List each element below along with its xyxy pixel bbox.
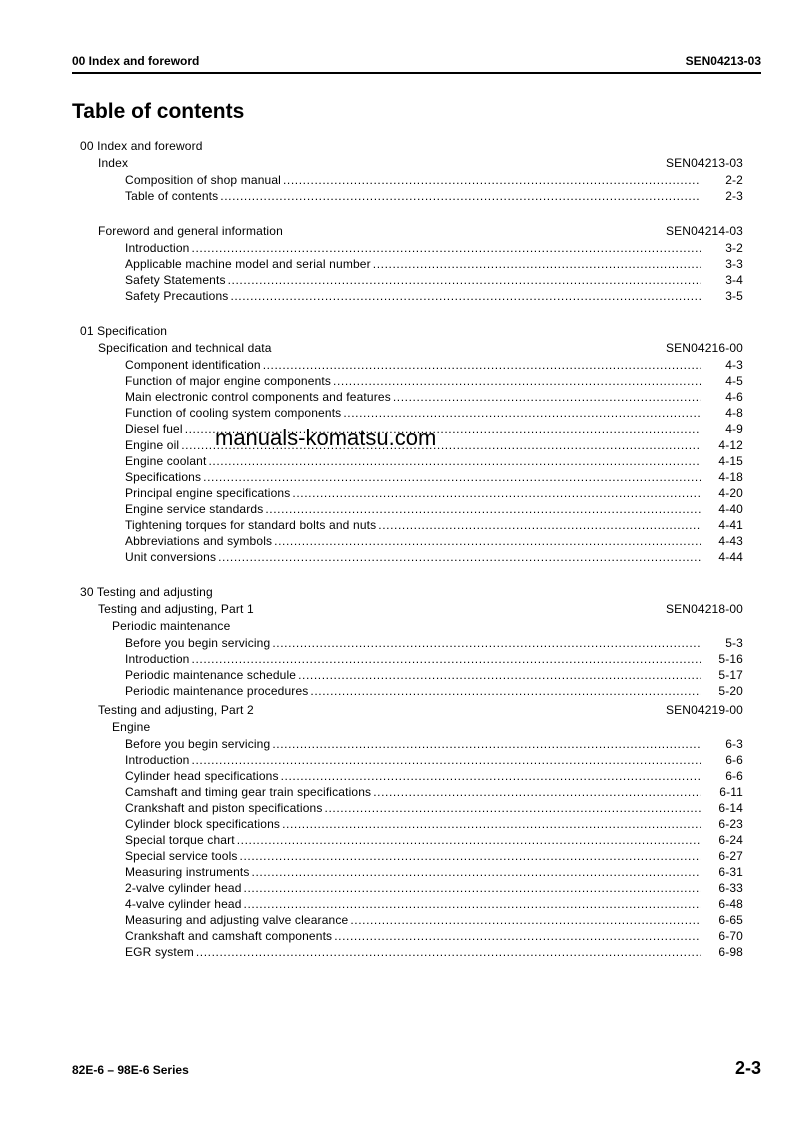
toc-entry-label: Camshaft and timing gear train specifications [125,785,372,799]
toc-leader-dots [393,389,701,405]
toc-document-row[interactable] [98,601,743,618]
toc-leader-dots [283,172,701,188]
toc-leader-dots [343,405,701,421]
toc-document-title: Specification and technical data [98,341,272,355]
toc-entry-label: EGR system [125,945,194,959]
toc-document-row[interactable] [98,340,743,357]
toc-entry-label: Periodic maintenance schedule [125,668,297,682]
toc-entry-page: 5-20 [718,684,743,698]
toc-entry-label: Engine service standards [125,502,264,516]
toc-entry-page: 6-98 [718,945,743,959]
toc-entry-label: Unit conversions [125,550,217,564]
toc-section-title[interactable]: 30 Testing and adjusting [80,585,213,599]
watermark: manuals-komatsu.com [215,425,437,450]
toc-entry-page: 6-27 [718,849,743,863]
toc-entry-page: 4-9 [725,422,743,436]
toc-entry-label: Abbreviations and symbols [125,534,273,548]
toc-entry-label: Crankshaft and camshaft components [125,929,333,943]
header-divider [72,72,761,74]
toc-entry[interactable] [125,912,743,928]
toc-entry[interactable] [125,172,743,188]
header-doc-code: SEN04213-03 [685,54,761,68]
toc-leader-dots [373,784,701,800]
toc-document-title: Testing and adjusting, Part 1 [98,602,254,616]
toc-leader-dots [325,800,701,816]
toc-entry-page: 2-3 [725,189,743,203]
toc-leader-dots [333,373,701,389]
toc-entry[interactable] [125,485,743,501]
toc-entry-page: 4-8 [725,406,743,420]
toc-leader-dots [192,651,701,667]
toc-entry-label: Diesel fuel [125,422,183,436]
toc-entry-label: Safety Statements [125,273,226,287]
toc-group [80,172,743,204]
toc-leader-dots [240,848,701,864]
toc-subheading: Periodic maintenance [112,619,231,633]
header-chapter: 00 Index and foreword [72,54,200,68]
toc-document [80,223,743,304]
toc-leader-dots [373,256,701,272]
toc-entry-label: Cylinder head specifications [125,769,279,783]
toc-document-code: SEN04219-00 [665,703,743,717]
page-title: Table of contents [72,100,245,123]
toc-entry[interactable] [125,357,743,373]
toc-entry[interactable] [125,651,743,667]
toc-group [80,357,743,565]
toc-entry-label: Crankshaft and piston specifications [125,801,323,815]
toc-entry-page: 4-6 [725,390,743,404]
toc-document-row[interactable] [98,702,743,719]
toc-entry-page: 4-3 [725,358,743,372]
table-of-contents [80,138,743,960]
toc-entry[interactable] [125,768,743,784]
toc-entry[interactable] [125,864,743,880]
toc-document [80,601,743,699]
toc-section [80,138,743,304]
toc-document-row[interactable] [98,223,743,240]
toc-entry-page: 4-12 [718,438,743,452]
footer-series: 82E-6 – 98E-6 Series [72,1063,189,1077]
toc-entry-page: 5-3 [725,636,743,650]
toc-entry-label: Introduction [125,753,190,767]
toc-leader-dots [228,272,701,288]
toc-entry[interactable] [125,501,743,517]
toc-entry-label: Function of major engine components [125,374,332,388]
toc-document-title: Foreword and general information [98,224,283,238]
toc-leader-dots [220,188,701,204]
toc-leader-dots [274,533,701,549]
toc-entry-label: Tightening torques for standard bolts and nuts [125,518,377,532]
toc-leader-dots [292,485,701,501]
toc-entry-label: Engine coolant [125,454,207,468]
toc-subheading: Engine [112,720,151,734]
toc-leader-dots [334,928,701,944]
toc-document [80,155,743,204]
toc-leader-dots [252,864,701,880]
toc-entry[interactable] [125,784,743,800]
toc-entry-page: 6-6 [725,753,743,767]
toc-entry[interactable] [125,832,743,848]
toc-section-title[interactable]: 00 Index and foreword [80,139,203,153]
toc-entry-label: Before you begin servicing [125,737,271,751]
toc-entry-page: 4-44 [718,550,743,564]
toc-entry-page: 4-43 [718,534,743,548]
toc-entry-label: Main electronic control components and features [125,390,391,404]
toc-entry-page: 3-5 [725,289,743,303]
toc-entry-label: Function of cooling system components [125,406,342,420]
toc-entry-page: 5-17 [718,668,743,682]
toc-leader-dots [265,501,701,517]
toc-entry-page: 6-33 [718,881,743,895]
toc-entry-page: 6-3 [725,737,743,751]
toc-entry[interactable] [125,549,743,565]
toc-leader-dots [298,667,701,683]
toc-entry[interactable] [125,848,743,864]
toc-entry-label: Principal engine specifications [125,486,291,500]
toc-leader-dots [203,469,701,485]
toc-entry[interactable] [125,272,743,288]
toc-entry-page: 3-4 [725,273,743,287]
toc-leader-dots [237,832,701,848]
toc-entry[interactable] [125,533,743,549]
toc-entry-page: 6-24 [718,833,743,847]
toc-document-code: SEN04213-03 [665,156,743,170]
toc-entry-label: Special service tools [125,849,238,863]
toc-entry[interactable] [125,389,743,405]
toc-section [80,584,743,960]
toc-entry-label: Measuring instruments [125,865,250,879]
toc-entry-page: 6-48 [718,897,743,911]
toc-leader-dots [378,517,701,533]
toc-entry[interactable] [125,256,743,272]
toc-group [80,719,743,960]
toc-entry-page: 6-65 [718,913,743,927]
toc-document-row[interactable] [98,155,743,172]
toc-entry-label: Component identification [125,358,261,372]
toc-leader-dots [209,453,702,469]
toc-leader-dots [244,880,701,896]
toc-leader-dots [192,752,701,768]
toc-section-title[interactable]: 01 Specification [80,324,168,338]
toc-entry-label: Measuring and adjusting valve clearance [125,913,349,927]
toc-entry-page: 3-3 [725,257,743,271]
toc-leader-dots [310,683,701,699]
toc-entry-label: Safety Precautions [125,289,229,303]
toc-document [80,702,743,960]
toc-entry-label: Periodic maintenance procedures [125,684,309,698]
toc-leader-dots [192,240,701,256]
toc-entry-page: 6-31 [718,865,743,879]
toc-entry-label: Cylinder block specifications [125,817,281,831]
toc-entry-page: 6-70 [718,929,743,943]
toc-document-title: Testing and adjusting, Part 2 [98,703,254,717]
toc-entry[interactable] [125,240,743,256]
toc-entry[interactable] [125,800,743,816]
toc-entry-label: 2-valve cylinder head [125,881,242,895]
toc-leader-dots [350,912,701,928]
toc-entry-label: Specifications [125,470,202,484]
toc-document [80,340,743,565]
toc-entry-label: Applicable machine model and serial number [125,257,371,271]
toc-document-code: SEN04214-03 [665,224,743,238]
toc-entry-page: 3-2 [725,241,743,255]
toc-leader-dots [196,944,701,960]
toc-document-code: SEN04216-00 [665,341,743,355]
toc-leader-dots [230,288,701,304]
toc-entry[interactable] [125,683,743,699]
toc-entry[interactable] [125,896,743,912]
toc-entry-label: Engine oil [125,438,180,452]
toc-entry-page: 4-41 [718,518,743,532]
toc-entry[interactable] [125,373,743,389]
toc-document-title: Index [98,156,129,170]
toc-entry[interactable] [125,816,743,832]
toc-entry-label: Before you begin servicing [125,636,271,650]
toc-leader-dots [244,896,701,912]
toc-entry-page: 4-20 [718,486,743,500]
toc-entry-label: Introduction [125,241,190,255]
toc-entry-label: Special torque chart [125,833,235,847]
toc-entry[interactable] [125,188,743,204]
toc-leader-dots [263,357,701,373]
toc-entry[interactable] [125,928,743,944]
toc-entry[interactable] [125,453,743,469]
toc-entry[interactable] [125,469,743,485]
toc-entry[interactable] [125,752,743,768]
toc-entry-page: 4-15 [718,454,743,468]
toc-entry[interactable] [125,635,743,651]
toc-entry-label: Introduction [125,652,190,666]
toc-group [80,240,743,304]
toc-leader-dots [218,549,701,565]
toc-entry-page: 4-40 [718,502,743,516]
toc-entry-label: Composition of shop manual [125,173,281,187]
toc-entry-page: 6-6 [725,769,743,783]
toc-entry[interactable] [125,667,743,683]
toc-entry-label: 4-valve cylinder head [125,897,242,911]
toc-leader-dots [282,816,701,832]
toc-entry-page: 6-14 [718,801,743,815]
toc-leader-dots [272,635,701,651]
toc-entry[interactable] [125,288,743,304]
toc-document-code: SEN04218-00 [665,602,743,616]
toc-entry[interactable] [125,517,743,533]
toc-entry[interactable] [125,880,743,896]
toc-entry-page: 2-2 [725,173,743,187]
toc-group [80,618,743,699]
toc-entry-label: Table of contents [125,189,219,203]
toc-entry-page: 4-5 [725,374,743,388]
toc-leader-dots [272,736,701,752]
toc-entry-page: 4-18 [718,470,743,484]
footer-page-number: 2-3 [734,1058,761,1078]
toc-entry[interactable] [125,736,743,752]
toc-entry-page: 6-23 [718,817,743,831]
toc-entry[interactable] [125,405,743,421]
toc-entry-page: 6-11 [719,785,743,799]
toc-leader-dots [281,768,701,784]
toc-entry-page: 5-16 [718,652,743,666]
toc-entry[interactable] [125,944,743,960]
